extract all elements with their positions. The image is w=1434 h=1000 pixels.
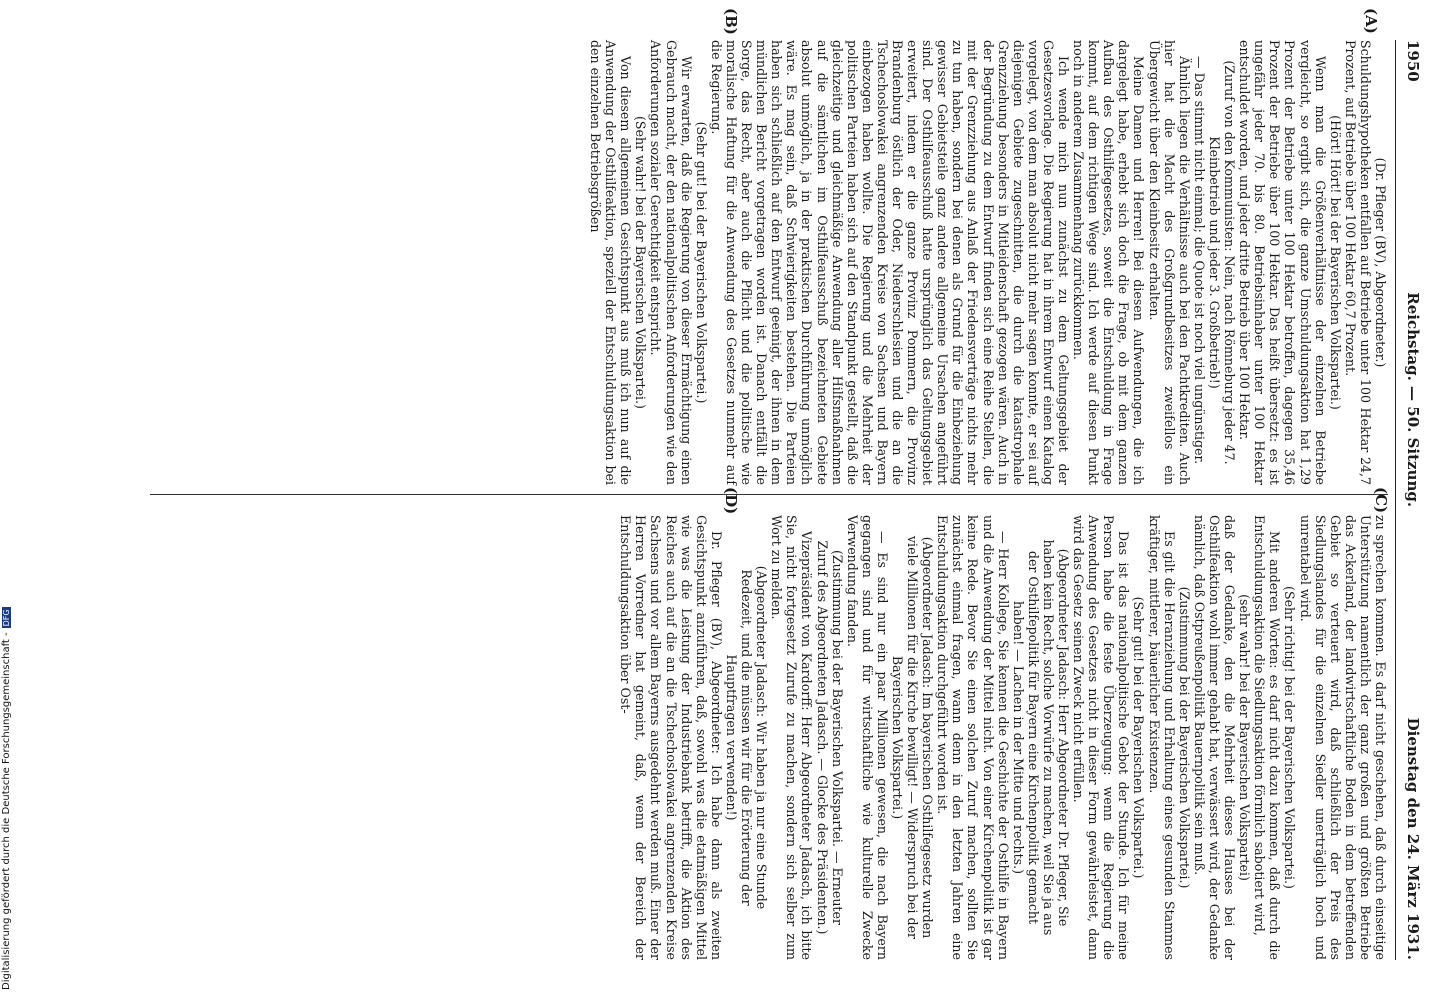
rotated-page (130, 0, 1430, 1000)
paragraph: Wir erwarten, daß die Regierung von dieser Ermächtigung einen Gebrauch macht, der den nationalpolitischen Anforderungen wie den Anforderungen sozialer Gerechtigkeit entspricht. (648, 40, 694, 485)
paragraph: zu sprechen kommen. Es darf nicht geschehen, daß durch einseitige Unterstützung namentlich der ganz großen und größten Betriebe das Ackerland, der landwirtschaftliche Boden in dem betreffenden Gebiet so verteuert wird, daß schließlich der Preis des Siedlungslandes für die einzelnen Siedler unerträglich hoch und unrentabel wird. (1297, 515, 1388, 960)
credit-text: Digitalisierung gefördert durch die Deutsche Forschungsgemeinschaft - (1, 632, 12, 990)
column-separator (150, 494, 1388, 495)
paragraph: Ähnlich liegen die Verhältnisse auch bei den Pachtkrediten. Auch hier hat die Macht des Großgrundbesitzes zweifellos ein Übergewicht über den Kleinbesitz erhalten. (1146, 40, 1192, 485)
paragraph: — Das stimmt nicht einmal; die Quote ist noch viel ungünstiger. (1191, 56, 1207, 465)
paragraph: (Sehr gut! bei der Bayerischen Volkspartei.) (1131, 596, 1147, 879)
left-column (588, 40, 1388, 485)
paragraph: daß der Gedanke, den die Mehrheit dieses Hauses bei der Osthilfeaktion wohl immer gehabt hat, verwässert wird, der Gedanke nämlich, daß Ostpreußenpolitik Bauernpolitik sein muß. (1191, 515, 1238, 960)
paragraph: Meine Damen und Herren! Bei diesen Aufwendungen, die ich dargelegt habe, erhebt sich doch die Frage, ob mit dem ganzen Aufbau des Osthilfegesetzes, soweit die Entschuldung in Frage kommt, auf dem richtigen Wege sind. Ich werde auf diesen Punkt noch in anderem Zusammenhang zurückkommen. (1071, 40, 1147, 485)
paragraph: Mit anderen Worten: es darf nicht dazu kommen, daß durch die Entschuldungsaktion die Siedlungsaktion förmlich sabotiert wird, (1252, 515, 1283, 960)
paragraph: (Sehr wahr! bei der Bayerischen Volkspartei.) (633, 116, 649, 409)
paragraph: Schuldungshypotheken entfallen auf Betriebe unter 100 Hektar 24,7 Prozent, auf Betriebe über 100 Hektar 60,7 Prozent. (1342, 40, 1373, 485)
margin-mark-d: (D) (722, 487, 740, 515)
paragraph: (Abgeordneter Jadasch: Herr Abgeordneter Dr. Pfleger, Sie haben kein Recht, solche Vorwürfe zu machen, weil Sie ja aus der Osthilfepolitik für Bayern eine Kirchenpolitik gemacht haben! — Lachen in der Mitte und rechts.) (1010, 539, 1072, 936)
paragraph: (Sehr gut! bei der Bayerischen Volkspartei.) (693, 121, 709, 404)
paragraph: — Herr Kollege, Sie kennen die Geschichte der Osthilfe in Bayern und die Anwendung der Mittel nicht. Von einer Kirchenpolitik ist gar keine Rede. Bevor Sie einen solchen Zuruf machen, sollten Sie zunächst einmal fragen, wann denn in den letzten Jahren eine Entschuldungsaktion durchgeführt worden ist. (935, 515, 1011, 960)
paragraph: (Zustimmung bei der Bayerischen Volkspartei.) (1176, 586, 1192, 889)
dfg-logo-icon: DFG (2, 609, 11, 627)
page-number: 1950 (1404, 40, 1422, 82)
margin-mark-a: (A) (1362, 8, 1380, 34)
right-column (618, 515, 1388, 960)
paragraph: — Es sind nur ein paar Millionen gewesen, die nach Bayern gegangen sind und für wirtschaftliche wie kulturelle Zwecke Verwendung fanden. (844, 515, 890, 960)
paragraph: (Abgeordneter Jadasch: Wir haben ja nur eine Stunde Redezeit, und die müssen wir für die Erörterung der Hauptfragen verwenden!) (723, 565, 770, 910)
paragraph: Dr. Pfleger (BV), Abgeordneter: Ich habe dann als zweiten Gesichtspunkt anzuführen, daß, sowohl was die etatmäßigen Mittel wie was die Leistung der Industriebank betrifft, die Aktion des Reiches auch auf die an die Tschechoslowakei angrenzenden Kreise Sachsens und vor allem Bayerns ausgedehnt werden muß. Einer der Herren Vorredner hat gemeint, daß, wenn der Bereich der Entschuldungsaktion über Ost- (618, 515, 724, 960)
paragraph: (Sehr richtig! bei der Bayerischen Volkspartei.) (1282, 586, 1298, 889)
paragraph: (Abgeordneter Jadasch: Im bayerischen Osthilfegesetz wurden viele Millionen für die Kirche bewilligt! — Widerspruch bei der Bayerischen Volkspartei.) (890, 535, 936, 940)
paragraph: Vizepräsident von Kardorff: Herr Abgeordneter Jadasch, ich bitte Sie, nicht fortgesetzt Zurufe zu machen, sondern sich selber zum Wort zu melden. (769, 515, 815, 960)
paragraph: Ich wende mich nun zunächst zu dem Geltungsgebiet der Gesetzesvorlage. Die Regierung hat in ihrem Entwurf einen Katalog vorgelegt, von dem man absolut nicht mehr sagen konnte, er sei auf diejenigen Gebiete zugeschnitten, die durch die katastrophale Grenzziehung besonders in Mitleidenschaft gezogen wären. Auch in der Begründung zu dem Entwurf finden sich eine Reihe Stellen, die mit der Grenzziehung aus Anlaß der Friedensverträge nichts mehr zu tun haben, sondern bei denen als Grund für die Einbeziehung gewisser Gebietsteile ganz andere allgemeine Ursachen angeführt sind. Der Osthilfeausschuß hatte ursprünglich das Geltungsgebiet erweitert, indem er die ganze Provinz Pommern, die Provinz Brandenburg östlich der Oder, Niederschlesien und die an die Tschechoslowakei angrenzenden Kreise von Sachsen und Bayern einbezogen haben wollte. Die Regierung und die Mehrheit der politischen Parteien haben sich auf den Standpunkt gestellt, daß die gleichzeitige und gleichmäßige Anwendung aller Hilfsmaßnahmen auf die sämtlichen im Osthilfeausschuß bezeichneten Gebiete absolut unmöglich, ja in der praktischen Durchführung unmöglich wäre. Es mag sein, daß Schwierigkeiten bestehen. Die Parteien haben sich schließlich auf den Entwurf geeinigt, der ihnen in dem mündlichen Bericht vorgetragen worden ist. Danach entfällt die Sorge, das Recht, aber auch die Pflicht und die politische wie moralische Haftung für die Anwendung des Gesetzes nunmehr auf die Regierung. (708, 40, 1072, 485)
paragraph: Das ist das nationalpolitische Gebot der Stunde. Ich für meine Person habe die feste Überzeugung: wenn die Regierung die Anwendung des Gesetzes nicht in dieser Form gewährleistet, dann wird das Gesetz seinen Zweck nicht erfüllen. (1071, 515, 1132, 960)
page-header (1398, 40, 1422, 960)
paragraph: Es gilt die Heranziehung und Erhaltung eines gesunden Stammes kräftiger, mittlerer, bäuerlicher Existenzen. (1146, 515, 1177, 960)
paragraph: (Zuruf von den Kommunisten: Nein, nach Römneburg jeder 47. Kleinbetrieb und jeder 3. Großbetrieb!) (1206, 60, 1238, 465)
paragraph: (Hört! Hört! bei der Bayerischen Volkspartei.) (1327, 115, 1343, 410)
paragraph: (sehr wahr! bei der Bayerischen Volkspartei) (1237, 594, 1253, 881)
header-title: Reichstag. — 50. Sitzung. (1404, 292, 1422, 508)
margin-mark-c: (C) (1372, 487, 1390, 514)
digitization-credit (1, 607, 12, 990)
paragraph: Wenn man die Größenverhältnisse der einzelnen Betriebe vergleicht, so ergibt sich, die ganze Umschuldungsaktion hat 1,29 Prozent der Betriebe unter 100 Hektar betroffen, dagegen 35,46 Prozent der Betriebe über 100 Hektar. Das heißt übersetzt: es ist ungefähr jeder 70. bis 80. Betriebsinhaber unter 100 Hektar entschuldet worden, und jeder dritte Betrieb über 100 Hektar. (1237, 40, 1328, 485)
paragraph: (Zustimmung bei der Bayerischen Volkspartei. — Erneuter Zuruf des Abgeordneten Jadasch. — Glocke des Präsidenten.) (814, 540, 845, 935)
header-rule (1395, 40, 1396, 960)
paragraph: (Dr. Pfleger (BV), Abgeordneter.) (1373, 157, 1388, 368)
margin-mark-b: (B) (722, 8, 740, 35)
paragraph: Von diesem allgemeinen Gesichtspunkt aus muß ich nun auf die Anwendung der Osthilfeaktion, speziell der Entschuldungsaktion bei den einzelnen Betriebsgrößen (588, 40, 634, 485)
header-date: Dienstag den 24. März 1931. (1404, 717, 1422, 960)
